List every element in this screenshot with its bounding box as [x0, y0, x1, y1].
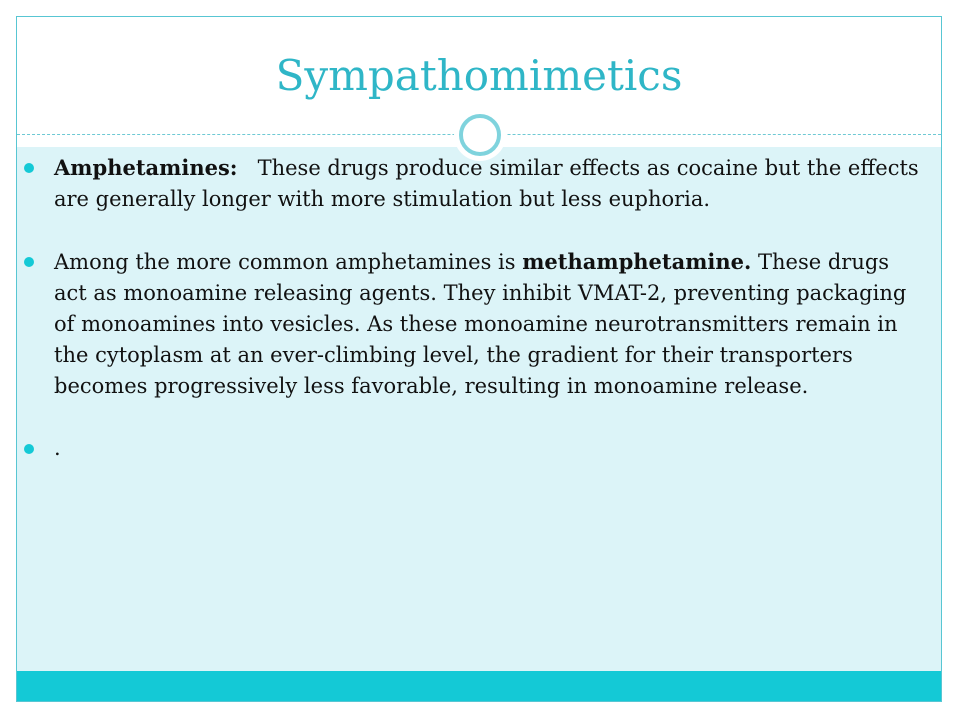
bullet-text-after: These drugs act as monoamine releasing agents. They inhibit VMAT-2, preventing packaging of monoamines into vesicles. As these monoamine neurotransmitters remain in the cytoplasm at an ever-climbing level, the gradient for their transporters becomes progressively less favorable, resulting in monoamine release.	[54, 250, 907, 398]
slide-title: Sympathomimetics	[275, 51, 683, 100]
bullet-dot-icon	[24, 444, 34, 454]
bullet-item-amphetamines	[0, 152, 960, 215]
bullet-bold-term: methamphetamine.	[522, 249, 752, 274]
bullet-list	[0, 152, 960, 464]
footer-bar	[17, 671, 941, 701]
bullet-item-empty	[0, 433, 960, 464]
bullet-lead: Amphetamines:	[54, 155, 238, 180]
bullet-text: These drugs produce similar effects as cocaine but the effects are generally longer with more stimulation but less euphoria.	[54, 156, 919, 211]
bullet-text-before: Among the more common amphetamines is	[54, 250, 523, 274]
bullet-item-methamphetamine	[0, 246, 960, 402]
bullet-dot-icon	[24, 163, 34, 173]
bullet-dot-icon	[24, 257, 34, 267]
bullet-text: .	[54, 436, 61, 460]
